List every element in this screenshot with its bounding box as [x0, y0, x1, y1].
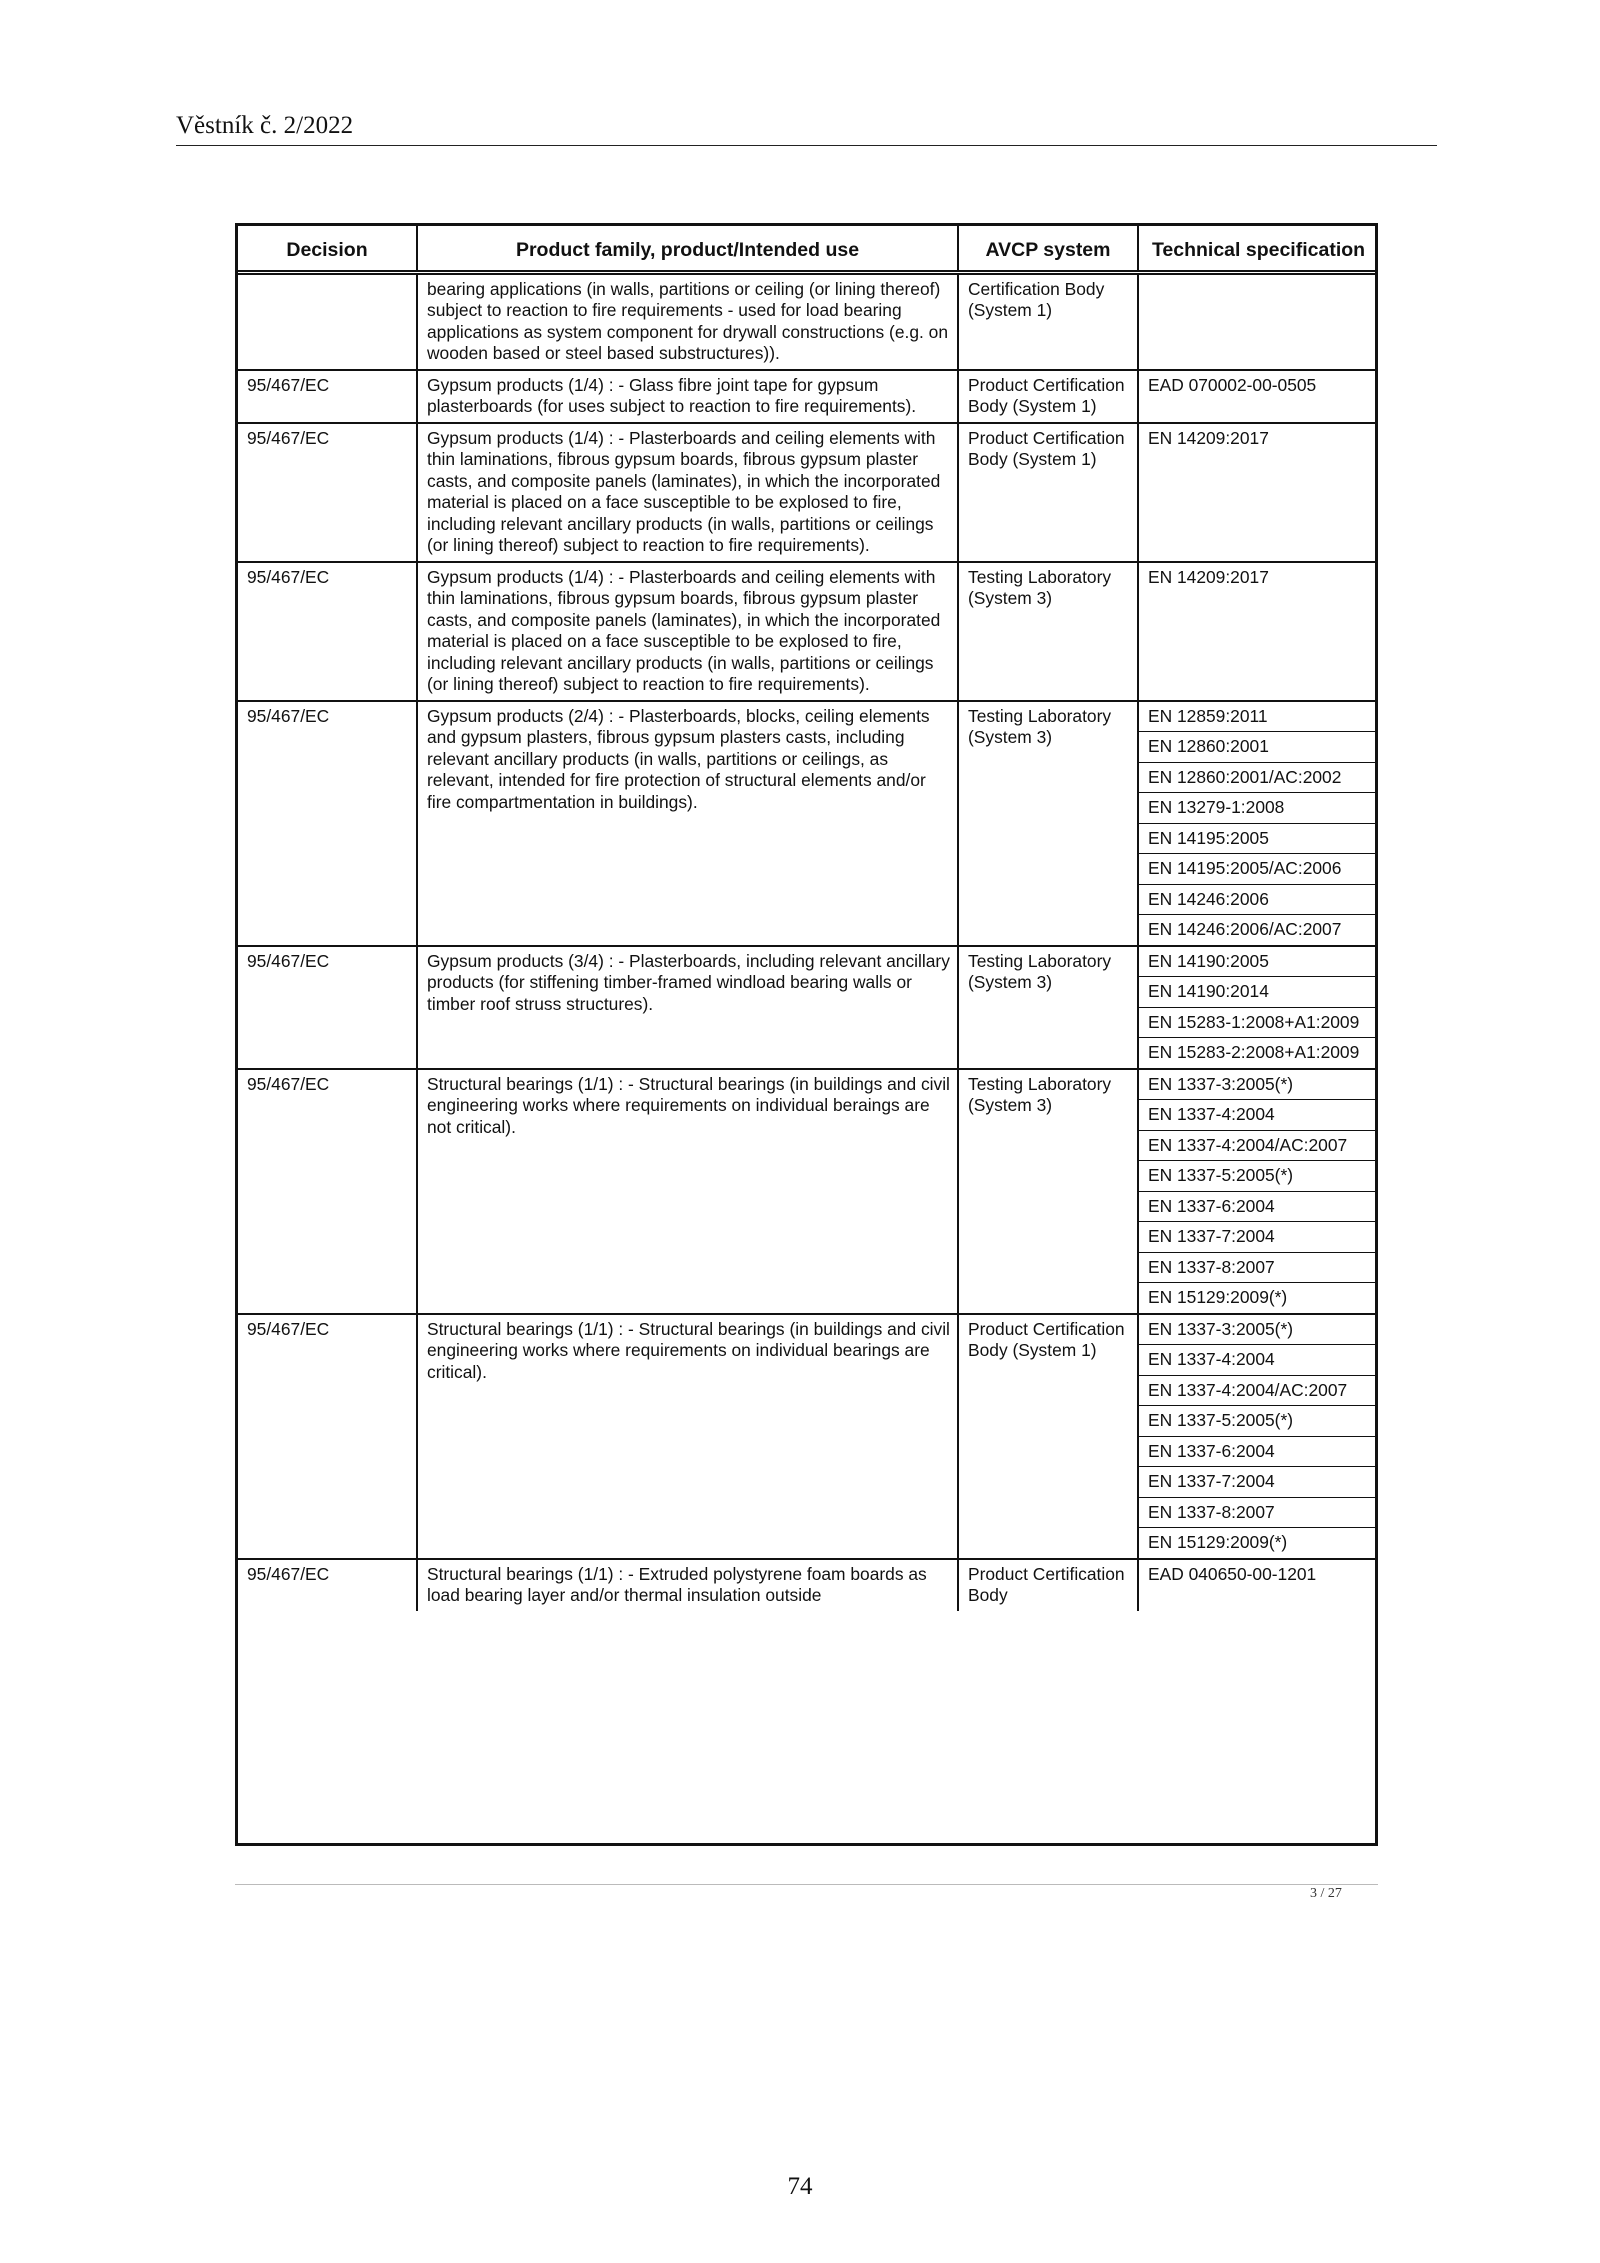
- table-row: [238, 272, 1378, 370]
- product-cell: Gypsum products (1/4) : - Glass fibre joint tape for gypsum plasterboards (for uses subject to reaction to fire requirements).: [417, 370, 958, 423]
- product-cell: Gypsum products (2/4) : - Plasterboards, blocks, ceiling elements and gypsum plasters, fibrous gypsum plasters casts, including relevant ancillary products (in walls, partitions or ceilings, as relevant, intended for fire protection of structural elements and/or fire compartmentation in buildings).: [417, 701, 958, 946]
- decision-cell: 95/467/EC: [238, 562, 417, 701]
- table-row: [238, 562, 1378, 701]
- decision-cell: 95/467/EC: [238, 946, 417, 1069]
- specification-item: EN 1337-6:2004: [1139, 1436, 1378, 1467]
- decision-cell: [238, 272, 417, 370]
- product-cell: Gypsum products (1/4) : - Plasterboards and ceiling elements with thin laminations, fibrous gypsum boards, fibrous gypsum plaster casts, and composite panels (laminates), in which the incorporated material is placed on a face susceptible to be explosed to fire, including relevant ancillary products (in walls, partitions or ceilings (or lining thereof) subject to reaction to fire requirements).: [417, 423, 958, 562]
- technical-specification-cell: [1138, 701, 1378, 946]
- specification-item: EN 12860:2001/AC:2002: [1139, 762, 1378, 793]
- product-cell: Structural bearings (1/1) : - Extruded polystyrene foam boards as load bearing layer and/or thermal insulation outside: [417, 1559, 958, 1611]
- specification-item: EN 1337-4:2004/AC:2007: [1139, 1130, 1378, 1161]
- footer-divider: [235, 1884, 1378, 1885]
- avcp-cell: Product Certification Body: [958, 1559, 1138, 1611]
- specification-item: EN 13279-1:2008: [1139, 792, 1378, 823]
- product-cell: Structural bearings (1/1) : - Structural bearings (in buildings and civil engineering works where requirements on individual bearings are critical).: [417, 1314, 958, 1559]
- table-row: [238, 1559, 1378, 1611]
- product-cell: Gypsum products (3/4) : - Plasterboards, including relevant ancillary products (for stiffening timber-framed windload bearing walls or timber roof struss structures).: [417, 946, 958, 1069]
- technical-specification-cell: [1138, 370, 1378, 423]
- product-cell: Structural bearings (1/1) : - Structural bearings (in buildings and civil engineering works where requirements on individual beraings are not critical).: [417, 1069, 958, 1314]
- page-number: 74: [787, 2173, 813, 2200]
- technical-specification-cell: [1138, 423, 1378, 562]
- avcp-cell: Testing Laboratory (System 3): [958, 562, 1138, 701]
- table-row: [238, 423, 1378, 562]
- avcp-cell: Product Certification Body (System 1): [958, 423, 1138, 562]
- decision-cell: 95/467/EC: [238, 1069, 417, 1314]
- column-header-avcp: AVCP system: [958, 226, 1138, 272]
- avcp-cell: Testing Laboratory (System 3): [958, 701, 1138, 946]
- specification-item: EN 14209:2017: [1148, 427, 1269, 448]
- decision-cell: 95/467/EC: [238, 1559, 417, 1611]
- specification-item: EN 1337-5:2005(*): [1139, 1160, 1378, 1191]
- specification-item: EN 14246:2006/AC:2007: [1139, 914, 1378, 945]
- specification-table: [235, 223, 1378, 1846]
- specification-item: EAD 040650-00-1201: [1148, 1563, 1317, 1584]
- table-row: [238, 1069, 1378, 1314]
- avcp-cell: Product Certification Body (System 1): [958, 1314, 1138, 1559]
- technical-specification-cell: [1138, 272, 1378, 370]
- technical-specification-cell: [1138, 1069, 1378, 1314]
- table-header-row: [238, 226, 1378, 272]
- specification-item: EN 14190:2005: [1148, 950, 1269, 971]
- table-row: [238, 1314, 1378, 1559]
- specification-item: EN 1337-4:2004: [1139, 1344, 1378, 1375]
- specification-item: EN 1337-3:2005(*): [1148, 1318, 1294, 1339]
- specification-item: EN 14246:2006: [1139, 884, 1378, 915]
- decision-cell: 95/467/EC: [238, 370, 417, 423]
- specification-item: EN 15283-1:2008+A1:2009: [1139, 1007, 1378, 1038]
- specification-item: EN 1337-3:2005(*): [1148, 1073, 1294, 1094]
- column-header-product: Product family, product/Intended use: [417, 226, 958, 272]
- technical-specification-cell: [1138, 562, 1378, 701]
- specification-item: EN 1337-4:2004/AC:2007: [1139, 1375, 1378, 1406]
- avcp-cell: Testing Laboratory (System 3): [958, 946, 1138, 1069]
- technical-specification-cell: [1138, 1314, 1378, 1559]
- column-header-decision: Decision: [238, 226, 417, 272]
- specification-item: EN 1337-8:2007: [1139, 1252, 1378, 1283]
- product-cell: Gypsum products (1/4) : - Plasterboards and ceiling elements with thin laminations, fibrous gypsum boards, fibrous gypsum plaster casts, and composite panels (laminates), in which the incorporated material is placed on a face susceptible to be explosed to fire, including relevant ancillary products (in walls, partitions or ceilings (or lining thereof) subject to reaction to fire requirements).: [417, 562, 958, 701]
- specification-item: EN 14195:2005: [1139, 823, 1378, 854]
- decision-cell: 95/467/EC: [238, 701, 417, 946]
- specification-item: EAD 070002-00-0505: [1148, 374, 1317, 395]
- table-row: [238, 370, 1378, 423]
- product-cell: bearing applications (in walls, partitions or ceiling (or lining thereof) subject to reaction to fire requirements - used for load bearing applications as system component for drywall constructions (e.g. on wooden based or steel based substructures)).: [417, 272, 958, 370]
- avcp-cell: Certification Body (System 1): [958, 272, 1138, 370]
- technical-specification-cell: [1138, 1559, 1378, 1611]
- avcp-cell: Testing Laboratory (System 3): [958, 1069, 1138, 1314]
- specification-item: EN 1337-7:2004: [1139, 1466, 1378, 1497]
- specification-item: EN 15129:2009(*): [1139, 1282, 1378, 1313]
- technical-specification-cell: [1138, 946, 1378, 1069]
- column-header-technical-specification: Technical specification: [1138, 226, 1378, 272]
- avcp-cell: Product Certification Body (System 1): [958, 370, 1138, 423]
- specification-item: EN 1337-7:2004: [1139, 1221, 1378, 1252]
- specification-item: EN 15129:2009(*): [1139, 1527, 1378, 1558]
- gazette-title: Věstník č. 2/2022: [176, 112, 354, 139]
- specification-item: EN 14190:2014: [1139, 976, 1378, 1007]
- specification-item: EN 1337-8:2007: [1139, 1497, 1378, 1528]
- table-row: [238, 701, 1378, 946]
- table-row: [238, 946, 1378, 1069]
- specification-item: EN 14209:2017: [1148, 566, 1269, 587]
- specification-item: EN 1337-6:2004: [1139, 1191, 1378, 1222]
- page-count: 3 / 27: [1310, 1886, 1342, 1901]
- specification-item: EN 1337-4:2004: [1139, 1099, 1378, 1130]
- header-divider: [176, 145, 1437, 146]
- decision-cell: 95/467/EC: [238, 423, 417, 562]
- specification-item: EN 14195:2005/AC:2006: [1139, 853, 1378, 884]
- specification-item: EN 15283-2:2008+A1:2009: [1139, 1037, 1378, 1068]
- specification-item: EN 1337-5:2005(*): [1139, 1405, 1378, 1436]
- specification-item: EN 12860:2001: [1139, 731, 1378, 762]
- decision-cell: 95/467/EC: [238, 1314, 417, 1559]
- specification-item: EN 12859:2011: [1148, 705, 1268, 726]
